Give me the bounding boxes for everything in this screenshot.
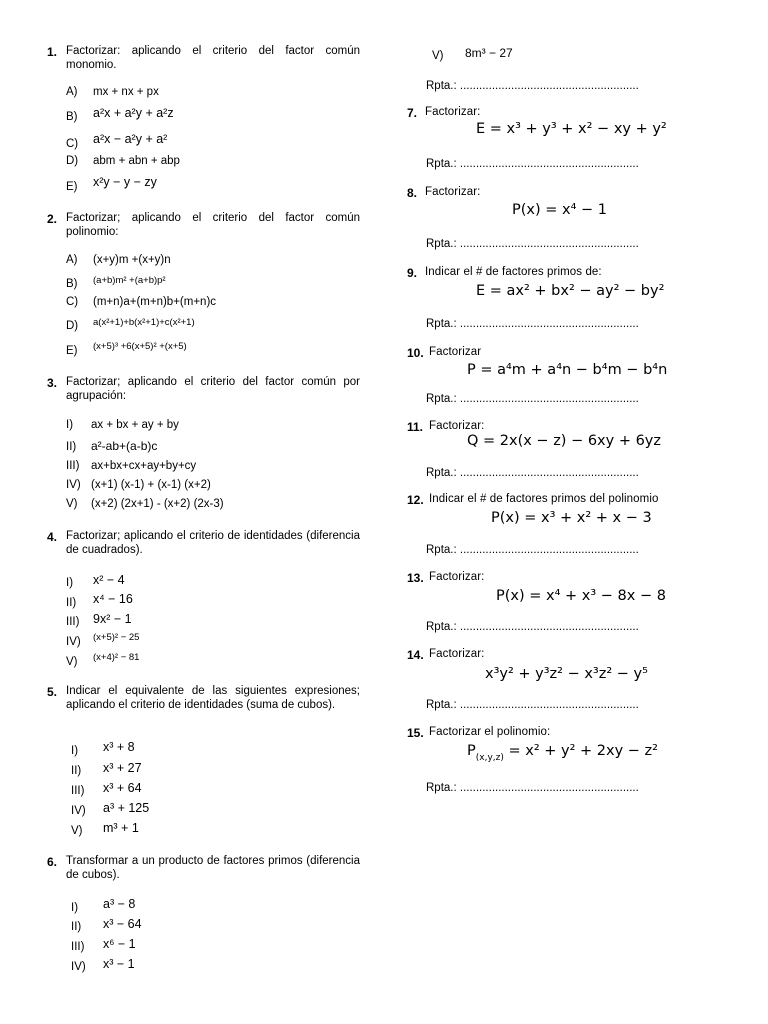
- question-number-10: 10.: [407, 346, 424, 360]
- q4-option-v-expr: (x+4)² − 81: [93, 652, 140, 663]
- q1-option-a-label: A): [66, 86, 78, 98]
- q2-option-d-label: D): [66, 320, 79, 332]
- question-text-12: Indicar el # de factores primos del polinomio: [429, 493, 659, 505]
- q3-option-ii-label: II): [66, 441, 77, 453]
- q2-option-a-expr: (x+y)m +(x+y)n: [93, 254, 171, 266]
- question-text-6: Transformar a un producto de factores primos (diferencia de cubos).: [66, 855, 360, 881]
- q1-option-e-label: E): [66, 181, 78, 193]
- question-text-14: Factorizar:: [429, 648, 485, 660]
- equation-11: Q = 2x(x − z) − 6xy + 6yz: [467, 433, 662, 449]
- equation-15-head: P: [467, 743, 476, 759]
- q4-option-ii-expr: x⁴ − 16: [93, 592, 133, 606]
- q3-option-i-label: I): [66, 419, 74, 431]
- question-number-2: 2.: [47, 212, 58, 226]
- q5-option-iii-expr: x³ + 64: [103, 781, 142, 795]
- q6-option-iv-label: IV): [71, 961, 86, 973]
- q3-option-v-label: V): [66, 498, 78, 510]
- q2-option-d-expr: a(x²+1)+b(x²+1)+c(x²+1): [93, 317, 195, 328]
- q6-option-ii-label: II): [71, 921, 82, 933]
- question-number-1: 1.: [47, 45, 58, 59]
- question-text-5: Indicar el equivalente de las siguientes expresiones; aplicando el criterio de identidades (suma de cubos).: [66, 685, 360, 711]
- answer-line-9: Rpta.: ........................................................: [426, 318, 639, 330]
- q5-option-ii-label: II): [71, 765, 82, 777]
- answer-line-6: Rpta.: ........................................................: [426, 80, 639, 92]
- question-number-15: 15.: [407, 726, 424, 740]
- answer-line-13: Rpta.: ........................................................: [426, 621, 639, 633]
- question-number-5: 5.: [47, 685, 58, 699]
- question-number-6: 6.: [47, 855, 58, 869]
- question-number-12: 12.: [407, 493, 424, 507]
- q3-option-i-expr: ax + bx + ay + by: [91, 419, 179, 431]
- q2-option-b-expr: (a+b)m² +(a+b)p²: [93, 275, 166, 286]
- q4-option-iv-expr: (x+5)² − 25: [93, 632, 140, 643]
- question-text-4: Factorizar; aplicando el criterio de identidades (diferencia de cuadrados).: [66, 530, 360, 556]
- q6-option-i-expr: a³ − 8: [103, 897, 136, 911]
- answer-line-10: Rpta.: ........................................................: [426, 393, 639, 405]
- question-number-8: 8.: [407, 186, 418, 200]
- q2-option-e-expr: (x+5)³ +6(x+5)² +(x+5): [93, 341, 187, 352]
- equation-13: P(x) = x⁴ + x³ − 8x − 8: [496, 588, 666, 604]
- question-text-3: Factorizar; aplicando el criterio del factor común por agrupación:: [66, 376, 360, 402]
- equation-15-tail: = x² + y² + 2xy − z²: [503, 743, 658, 759]
- question-text-11: Factorizar:: [429, 420, 485, 432]
- answer-line-15: Rpta.: ........................................................: [426, 782, 639, 794]
- answer-line-12: Rpta.: ........................................................: [426, 544, 639, 556]
- question-text-10: Factorizar: [429, 346, 482, 358]
- question-text-7: Factorizar:: [425, 106, 481, 118]
- q5-option-iv-expr: a³ + 125: [103, 801, 150, 815]
- q1-option-b-expr: a²x + a²y + a²z: [93, 106, 174, 120]
- q2-option-b-label: B): [66, 278, 78, 290]
- q1-option-c-label: C): [66, 138, 79, 150]
- question-number-3: 3.: [47, 376, 58, 390]
- equation-15-subscript: (x,y,z): [475, 753, 504, 763]
- q5-option-i-expr: x³ + 8: [103, 740, 135, 754]
- question-text-9: Indicar el # de factores primos de:: [425, 266, 602, 278]
- q6-option-i-label: I): [71, 902, 79, 914]
- q2-option-c-label: C): [66, 296, 79, 308]
- question-number-13: 13.: [407, 571, 424, 585]
- q5-option-v-label: V): [71, 825, 83, 837]
- question-number-4: 4.: [47, 530, 58, 544]
- question-number-14: 14.: [407, 648, 424, 662]
- q1-option-a-expr: mx + nx + px: [93, 86, 159, 98]
- q5-option-i-label: I): [71, 745, 79, 757]
- answer-line-11: Rpta.: ........................................................: [426, 467, 639, 479]
- question-text-15: Factorizar el polinomio:: [429, 726, 551, 738]
- equation-12: P(x) = x³ + x² + x − 3: [491, 510, 652, 526]
- q4-option-iii-expr: 9x² − 1: [93, 612, 132, 626]
- q5-option-v-expr: m³ + 1: [103, 821, 139, 835]
- answer-line-14: Rpta.: ........................................................: [426, 699, 639, 711]
- q6-option-iii-expr: x⁶ − 1: [103, 937, 136, 951]
- equation-10: P = a⁴m + a⁴n − b⁴m − b⁴n: [467, 362, 668, 378]
- q3-option-iv-label: IV): [66, 479, 81, 491]
- answer-line-7: Rpta.: ........................................................: [426, 158, 639, 170]
- question-number-7: 7.: [407, 106, 418, 120]
- answer-line-8: Rpta.: ........................................................: [426, 238, 639, 250]
- q6-option-v-expr: 8m³ − 27: [465, 46, 513, 60]
- q3-option-v-expr: (x+2) (2x+1) - (x+2) (2x-3): [91, 498, 224, 510]
- q4-option-i-label: I): [66, 577, 74, 589]
- q3-option-iii-label: III): [66, 460, 80, 472]
- q2-option-c-expr: (m+n)a+(m+n)b+(m+n)c: [93, 296, 217, 308]
- question-text-2: Factorizar; aplicando el criterio del factor común polinomio:: [66, 212, 360, 238]
- equation-7: E = x³ + y³ + x² − xy + y²: [476, 121, 667, 137]
- q4-option-i-expr: x² − 4: [93, 573, 125, 587]
- q2-option-a-label: A): [66, 254, 78, 266]
- q4-option-iv-label: IV): [66, 636, 81, 648]
- q1-option-d-expr: abm + abn + abp: [93, 155, 180, 167]
- q2-option-e-label: E): [66, 345, 78, 357]
- q6-option-ii-expr: x³ − 64: [103, 917, 142, 931]
- question-text-13: Factorizar:: [429, 571, 485, 583]
- q5-option-iv-label: IV): [71, 805, 86, 817]
- q6-option-iii-label: III): [71, 941, 85, 953]
- q5-option-ii-expr: x³ + 27: [103, 761, 142, 775]
- q1-option-d-label: D): [66, 155, 79, 167]
- q6-option-iv-expr: x³ − 1: [103, 957, 135, 971]
- equation-8: P(x) = x⁴ − 1: [512, 202, 607, 218]
- equation-14: x³y² + y³z² − x³z² − y⁵: [485, 666, 648, 682]
- question-text-1: Factorizar: aplicando el criterio del factor común monomio.: [66, 45, 360, 71]
- q3-option-ii-expr: a²-ab+(a-b)c: [91, 439, 158, 453]
- question-number-9: 9.: [407, 266, 418, 280]
- q4-option-iii-label: III): [66, 616, 80, 628]
- q1-option-b-label: B): [66, 111, 78, 123]
- question-number-11: 11.: [407, 420, 424, 434]
- q3-option-iii-expr: ax+bx+cx+ay+by+cy: [91, 460, 197, 472]
- question-text-8: Factorizar:: [425, 186, 481, 198]
- q1-option-c-expr: a²x − a²y + a²: [93, 132, 168, 146]
- equation-9: E = ax² + bx² − ay² − by²: [476, 283, 665, 299]
- q5-option-iii-label: III): [71, 785, 85, 797]
- q3-option-iv-expr: (x+1) (x-1) + (x-1) (x+2): [91, 479, 211, 491]
- q4-option-v-label: V): [66, 656, 78, 668]
- equation-15: [467, 743, 658, 763]
- q1-option-e-expr: x²y − y − zy: [93, 175, 157, 189]
- q6-option-v-label: V): [432, 50, 444, 62]
- q4-option-ii-label: II): [66, 597, 77, 609]
